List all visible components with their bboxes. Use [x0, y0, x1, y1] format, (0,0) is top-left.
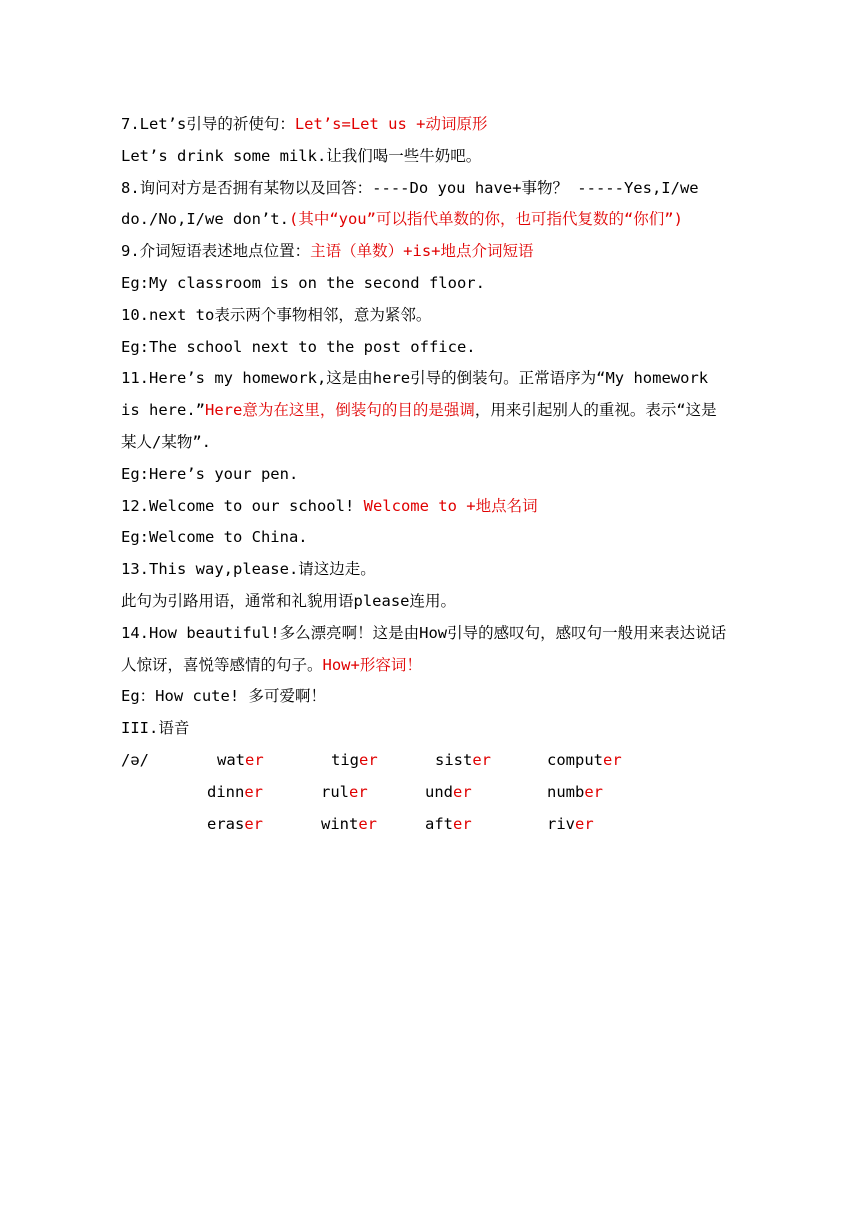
- item-9-example: Eg:My classroom is on the second floor.: [121, 273, 485, 292]
- item-8-note: (其中“you”可以指代单数的你，也可指代复数的“你们”): [288, 210, 683, 229]
- phonics-table: [121, 745, 731, 840]
- item-13: 13.This way,please.请这边走。: [121, 560, 376, 579]
- phonics-heading: III.语音: [121, 719, 190, 738]
- item-7: 7.Let’s引导的祈使句：Let’s=Let us +动词原形: [121, 115, 488, 133]
- item-14-rule: How+形容词！: [322, 655, 422, 674]
- phonics-word: sister: [435, 750, 491, 769]
- phonics-word: ruler: [321, 782, 368, 801]
- item-7-example: Let’s drink some milk.让我们喝一些牛奶吧。: [121, 146, 482, 165]
- item-14-example: Eg：How cute! 多可爱啊！: [121, 687, 326, 706]
- item-9-rule: 主语（单数）+is+地点介词短语: [310, 242, 534, 261]
- item-11-example: Eg:Here’s your pen.: [121, 464, 299, 483]
- phonics-word: tiger: [331, 750, 378, 769]
- phonics-word: dinner: [207, 782, 263, 801]
- item-10-example: Eg:The school next to the post office.: [121, 337, 476, 356]
- document-body: [121, 109, 731, 840]
- item-14: 14.How beautiful!多么漂亮啊！这是由How引导的感叹句，感叹句一般用来表达说话人惊讶，喜悦等感情的句子。How+形容词！: [121, 623, 727, 674]
- phonics-word: number: [547, 782, 603, 801]
- item-10: 10.next to表示两个事物相邻，意为紧邻。: [121, 305, 432, 324]
- item-11-rule: Here意为在这里，倒装句的目的是强调: [205, 401, 475, 420]
- item-12: 12.Welcome to our school! Welcome to +地点名词: [121, 496, 538, 515]
- item-11: 11.Here’s my homework,这是由here引导的倒装句。正常语序为“My homework is here.”Here意为在这里，倒装句的目的是强调，用来引起别人的重视。表示“这是某人/某物”.: [121, 369, 717, 451]
- item-12-rule: Welcome to +地点名词: [363, 496, 538, 515]
- item-8: 8.询问对方是否拥有某物以及回答：----Do you have+事物？ -----Yes,I/we do./No,I/we don’t.(其中“you”可以指代单数的你，也可指代复数的“你们”): [121, 178, 699, 229]
- item-7-rule: Let’s=Let us +动词原形: [294, 115, 488, 133]
- phonics-word: computer: [547, 750, 622, 769]
- item-9: 9.介词短语表述地点位置：主语（单数）+is+地点介词短语: [121, 242, 534, 261]
- phonics-word: water: [217, 750, 264, 769]
- phonics-word: winter: [321, 814, 377, 833]
- phonics-word: eraser: [207, 814, 263, 833]
- phonetic-symbol: /ə/: [121, 750, 149, 769]
- phonics-word: after: [425, 814, 472, 833]
- phonics-word: under: [425, 782, 472, 801]
- phonics-word: river: [547, 814, 594, 833]
- item-12-example: Eg:Welcome to China.: [121, 528, 308, 547]
- item-13-note: 此句为引路用语，通常和礼貌用语please连用。: [121, 591, 456, 610]
